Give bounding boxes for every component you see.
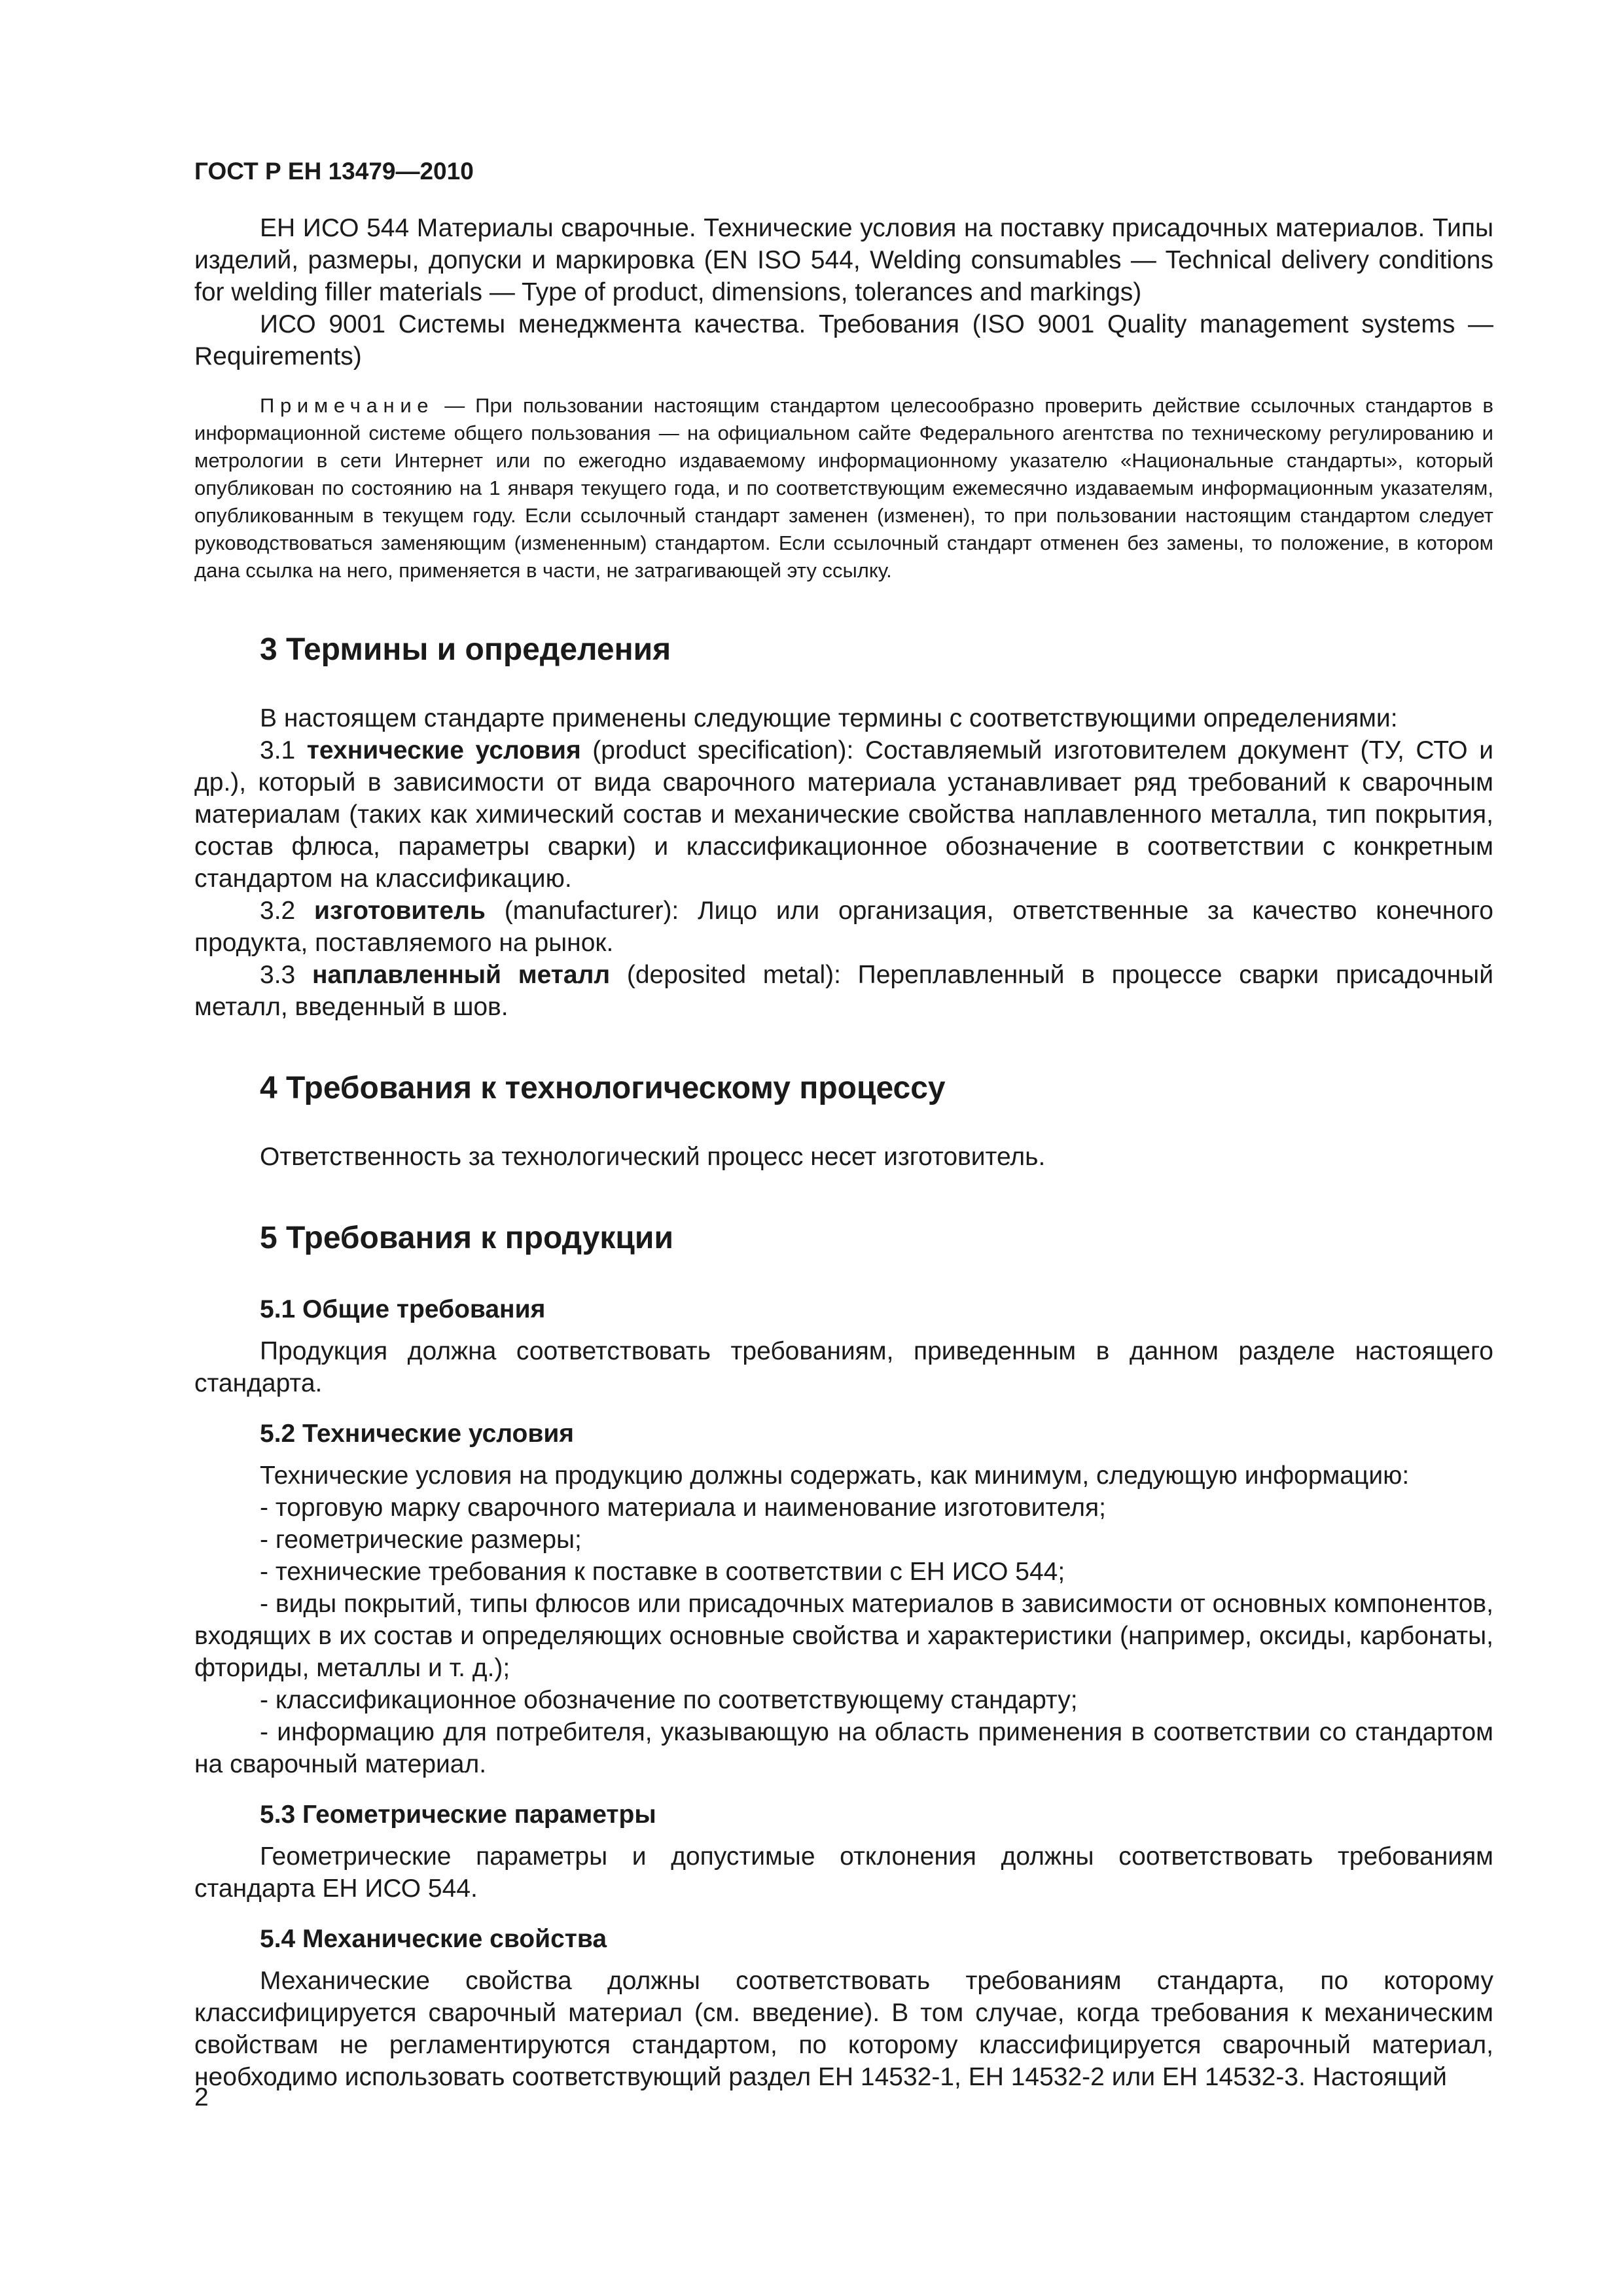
subsection-5-3-heading: 5.3 Геометрические параметры — [260, 1801, 656, 1829]
term-number: 3.3 — [260, 961, 312, 989]
term-name: наплавленный металл — [312, 961, 611, 989]
list-item: - информацию для потребителя, указывающую на область применения в соответствии со стандартом на сварочный материал. — [194, 1718, 1493, 1778]
term-3-1 — [194, 734, 1493, 895]
page-number: 2 — [194, 2083, 209, 2111]
term-name: технические условия — [306, 736, 581, 764]
term-definition: (product specification): Составляемый изготовителем документ (ТУ, СТО и др.), который в зависимости от вида сварочного материала устанавливает ряд требований к сварочным материалам (таких как химический состав и механические свойства наплавленного металла, тип покрытия, состав флюса, параметры сварки) и классификационное обозначение в соответствии с конкретным стандартом на классификацию. — [194, 736, 1493, 893]
term-definition: (deposited metal): Переплавленный в процессе сварки присадочный металл, введенный в шов. — [194, 961, 1493, 1021]
list-item: - классификационное обозначение по соответствующему стандарту; — [260, 1686, 1078, 1714]
subsection-5-1-text: Продукция должна соответствовать требованиям, приведенным в данном разделе настоящего стандарта. — [194, 1337, 1493, 1397]
note-label: Примечание — [260, 394, 435, 417]
section-4-heading: 4 Требования к технологическому процессу — [260, 1071, 946, 1105]
subsection-5-2-intro: Технические условия на продукцию должны содержать, как минимум, следующую информацию: — [260, 1462, 1410, 1490]
subsection-5-3-text: Геометрические параметры и допустимые отклонения должны соответствовать требованиям стандарта ЕН ИСО 544. — [194, 1842, 1493, 1903]
list-item: - виды покрытий, типы флюсов или присадочных материалов в зависимости от основных компонентов, входящих в их состав и определяющих основные свойства и характеристики (например, оксиды, карбонаты, фториды, металлы и т. д.); — [194, 1590, 1493, 1682]
term-definition: (manufacturer): Лицо или организация, ответственные за качество конечного продукта, поставляемого на рынок. — [194, 897, 1493, 957]
subsection-5-4-text: Механические свойства должны соответствовать требованиям стандарта, по которому классифицируется сварочный материал (см. введение). В том случае, когда требования к механическим свойствам не регламентируются стандартом, по которому классифицируется сварочный материал, необходимо использовать соответствующий раздел ЕН 14532-1, ЕН 14532-2 или ЕН 14532-3. Настоящий — [194, 1967, 1493, 2091]
subsection-5-1-heading: 5.1 Общие требования — [260, 1295, 546, 1323]
note-paragraph — [194, 392, 1493, 584]
section-5-heading: 5 Требования к продукции — [260, 1221, 673, 1255]
term-3-3 — [194, 959, 1493, 1023]
document-page — [194, 157, 1493, 2093]
section-4-text: Ответственность за технологический процесс несет изготовитель. — [260, 1143, 1046, 1171]
section-3-intro: В настоящем стандарте применены следующие термины с соответствующими определениями: — [260, 704, 1398, 732]
reference-en-iso-544: ЕН ИСО 544 Материалы сварочные. Технические условия на поставку присадочных материалов. Типы изделий, размеры, допуски и маркировка (EN ISO 544, Welding consumables — Technical delivery conditions for welding filler materials — Type of product, dimensions, tolerances and markings) — [194, 214, 1493, 306]
term-name: изготовитель — [314, 897, 486, 925]
reference-iso-9001: ИСО 9001 Системы менеджмента качества. Требования (ISO 9001 Quality management systems — Requirements) — [194, 310, 1493, 370]
term-3-2 — [194, 895, 1493, 959]
section-3-heading: 3 Термины и определения — [260, 632, 671, 667]
term-number: 3.1 — [260, 736, 307, 764]
subsection-5-4-heading: 5.4 Механические свойства — [260, 1925, 607, 1953]
note-text: — При пользовании настоящим стандартом целесообразно проверить действие ссылочных стандартов в информационной системе общего пользования — на официальном сайте Федерального агентства по техническому регулированию и метрологии в сети Интернет или по ежегодно издаваемому информационному указателю «Национальные стандарты», который опубликован по состоянию на 1 января текущего года, и по соответствующим ежемесячно издаваемым информационным указателям, опубликованным в текущем году. Если ссылочный стандарт заменен (изменен), то при пользовании настоящим стандартом следует руководствоваться заменяющим (измененным) стандартом. Если ссылочный стандарт отменен без замены, то положение, в котором дана ссылка на него, применяется в части, не затрагивающей эту ссылку. — [194, 394, 1493, 582]
list-item: - геометрические размеры; — [260, 1526, 582, 1554]
running-header: ГОСТ Р ЕН 13479—2010 — [194, 158, 474, 185]
list-item: - торговую марку сварочного материала и наименование изготовителя; — [260, 1494, 1106, 1522]
term-number: 3.2 — [260, 897, 315, 925]
subsection-5-2-heading: 5.2 Технические условия — [260, 1420, 575, 1448]
list-item: - технические требования к поставке в соответствии с ЕН ИСО 544; — [260, 1558, 1065, 1586]
